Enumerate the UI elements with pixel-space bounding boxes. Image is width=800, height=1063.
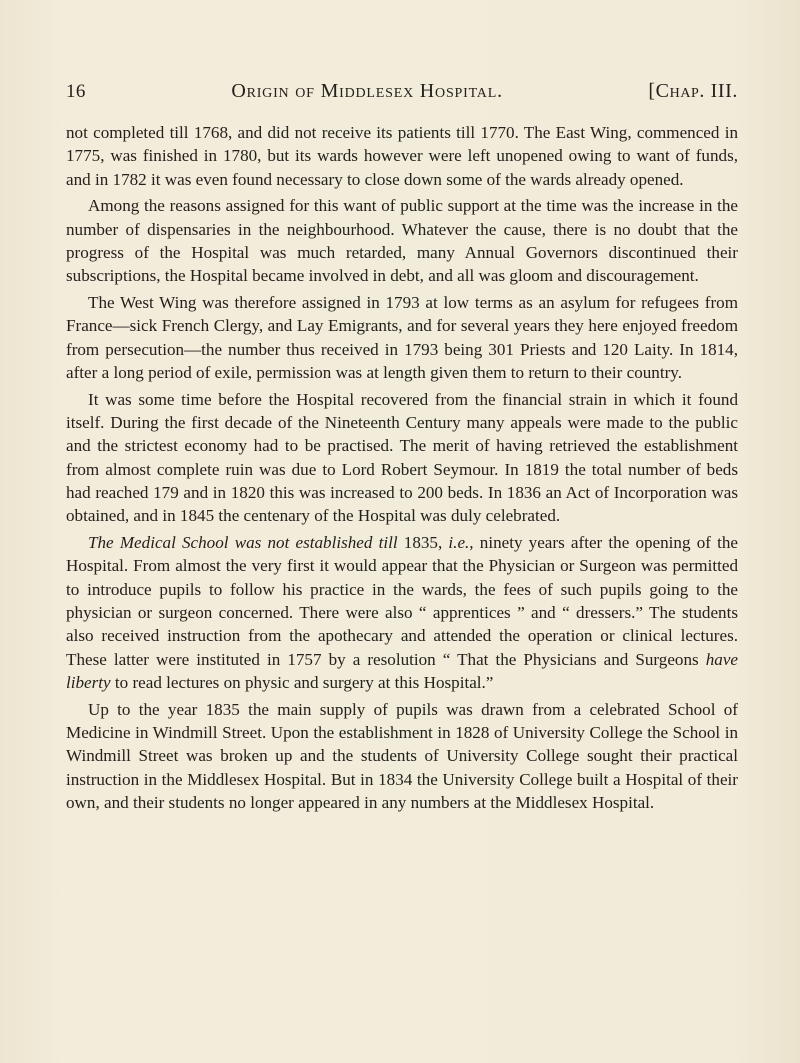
paragraph-1: not completed till 1768, and did not receive its patients till 1770. The East Wing, commenced in 1775, was finished in 1780, but its wards however were left unopened owing to want of funds, and in 1782 it was even found necessary to close down some of the wards already opened. xyxy=(66,123,738,189)
medical-school-heading: The Medical School was not established till xyxy=(88,533,398,553)
paragraph-5 xyxy=(66,531,738,694)
body-text xyxy=(66,121,738,814)
paragraph-6: Up to the year 1835 the main supply of pupils was drawn from a celebrated School of Medicine in Windmill Street. Upon the establishment in 1828 of University College the School in Windmill Street was broken up and the students of University College sought their practical instruction in the Middlesex Hospital. But in 1834 the University College built a Hospital of their own, and their students no longer appeared in any numbers at the Middlesex Hospital. xyxy=(66,699,738,812)
paragraph-3: The West Wing was therefore assigned in 1793 at low terms as an asylum for refugees from France—sick French Clergy, and Lay Emigrants, and for several years they here enjoyed freedom from persecution—the number thus received in 1793 being 301 Priests and 120 Laity. In 1814, after a long period of exile, permission was at length given them to return to their country. xyxy=(66,293,738,382)
have-liberty-emphasis: have liberty xyxy=(66,649,738,692)
paragraph-5-text-2: to read lectures on physic and surgery at this Hospital.” xyxy=(110,672,494,692)
running-title: Origin of Middlesex Hospital. xyxy=(231,80,503,102)
chapter-label: [Chap. III. xyxy=(648,80,738,102)
paragraph-2: Among the reasons assigned for this want of public support at the time was the increase in the number of dispensaries in the neighbourhood. Whatever the cause, there is no doubt that the progress of the Hospital was much retarded, many Annual Governors discontinued their subscriptions, the Hospital became involved in debt, and all was gloom and discouragement. xyxy=(66,196,738,286)
paragraph-5-text-1: ninety years after the opening of the Hospital. From almost the very first it would appear that the Physician or Surgeon was permitted to introduce pupils to follow his practice in the wards, the fees of such pupils going to the physician or surgeon concerned. There were also “ apprentices ” and “ dressers.” The students also received instruction from the apothecary and attended the operation or clinical lectures. These latter were instituted in 1757 by a resolution “ That the Physicians and Surgeons xyxy=(66,533,739,669)
paragraph-5-year: 1835, xyxy=(397,533,449,553)
page-number: 16 xyxy=(66,81,86,102)
ie-abbreviation: i.e., xyxy=(448,533,474,553)
page-header xyxy=(66,80,738,103)
paragraph-4: It was some time before the Hospital recovered from the financial strain in which it found itself. During the first decade of the Nineteenth Century many appeals were made to the public and the strictest economy had to be practised. The merit of having retrieved the establishment from almost complete ruin was due to Lord Robert Seymour. In 1819 the total number of beds had reached 179 and in 1820 this was increased to 200 beds. In 1836 an Act of Incorporation was obtained, and in 1845 the centenary of the Hospital was duly celebrated. xyxy=(66,389,738,526)
